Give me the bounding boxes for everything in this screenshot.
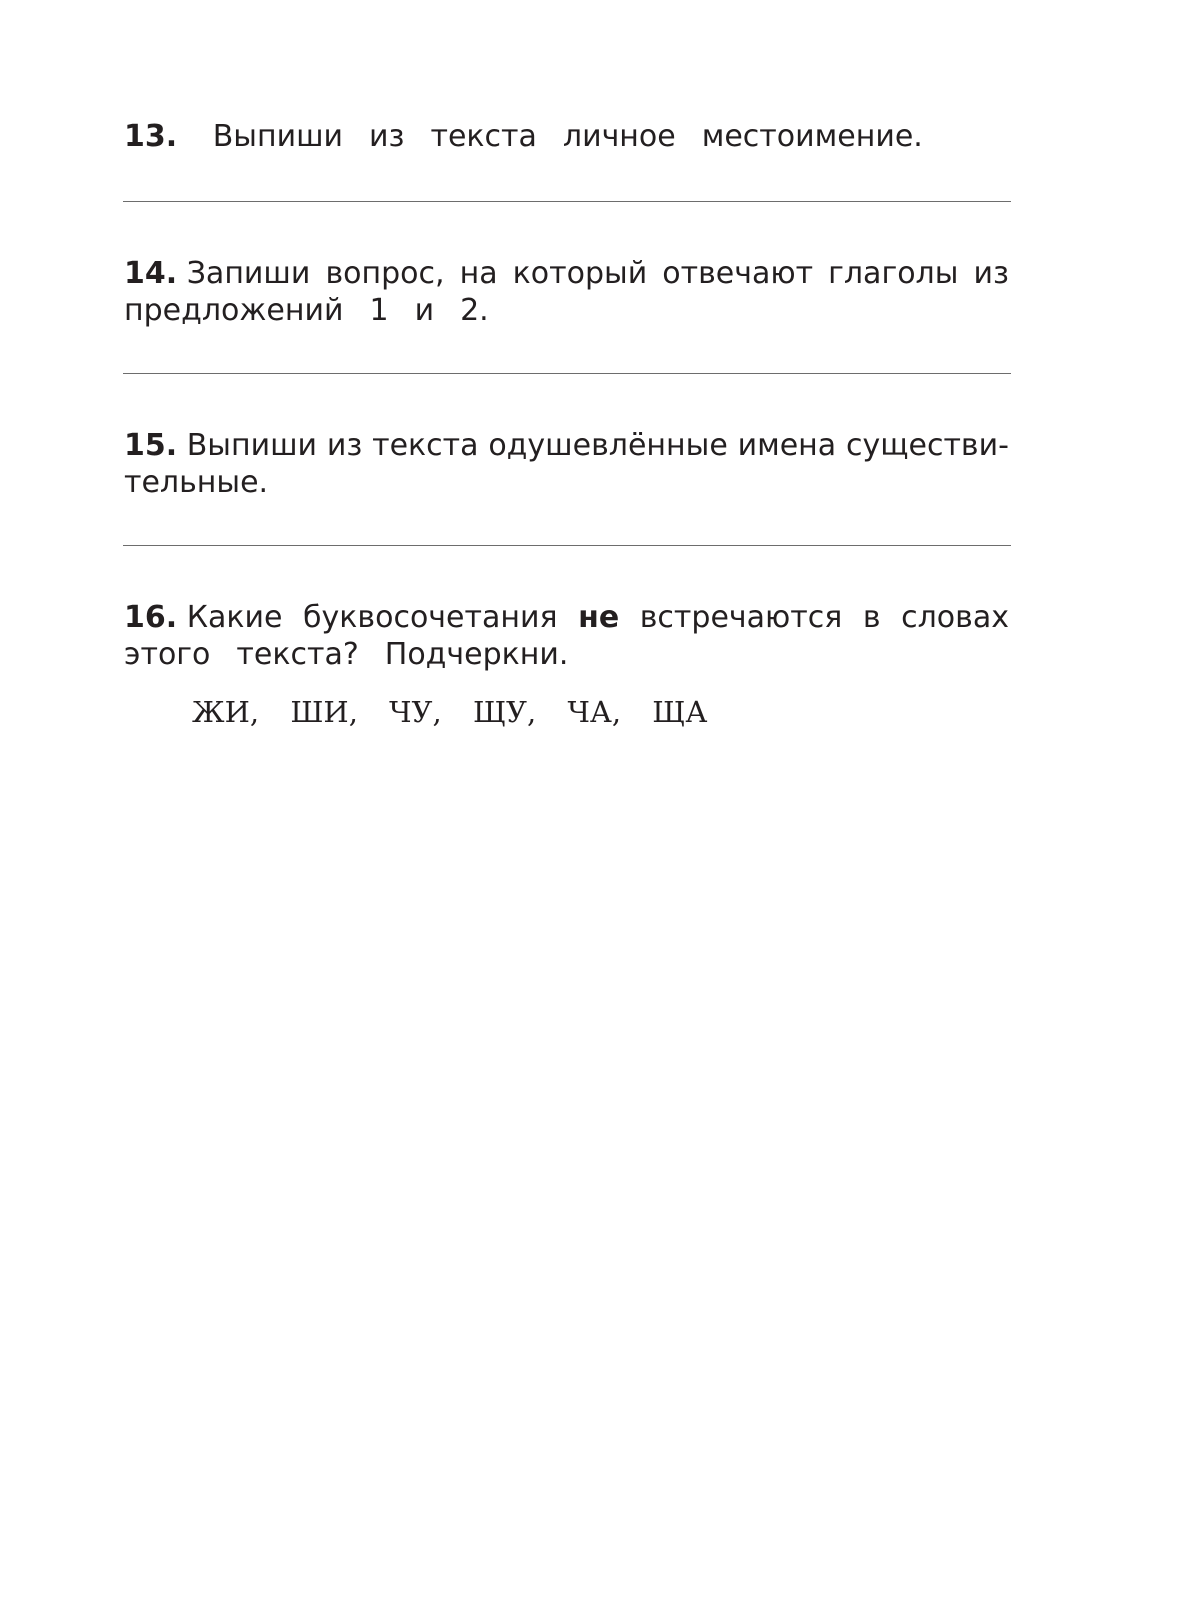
syllable-option[interactable]: ШИ,: [290, 695, 358, 729]
task-number: 14.: [124, 256, 178, 291]
task-15-line-1: [124, 427, 1009, 464]
emphasized-word: не: [578, 600, 620, 635]
task-number: 13.: [124, 119, 178, 154]
task-16-line-2: [124, 636, 1009, 673]
task-14-line-2: [124, 292, 1009, 329]
word: имена: [737, 428, 837, 463]
word: отвечают: [662, 256, 814, 291]
word: из: [973, 256, 1009, 291]
word: словах: [901, 600, 1009, 635]
word: Запиши: [186, 256, 311, 291]
word: и: [414, 293, 435, 328]
word: встречаются: [639, 600, 843, 635]
task-14-line-1: [124, 255, 1009, 292]
word: этого: [124, 637, 211, 672]
task-13: [124, 118, 1009, 155]
word: Выпиши: [186, 428, 318, 463]
word: тельные.: [124, 465, 269, 500]
word: одушевлённые: [488, 428, 728, 463]
word: 2.: [460, 293, 489, 328]
word: существи-: [846, 428, 1009, 463]
word: личное: [562, 119, 676, 154]
word: 1: [369, 293, 389, 328]
syllable-option[interactable]: ЩА: [652, 695, 708, 729]
task-number: 15.: [124, 428, 178, 463]
word: местоимение.: [701, 119, 923, 154]
word: текста?: [236, 637, 359, 672]
syllable-option[interactable]: ЧА,: [567, 695, 622, 729]
task-16-line-1: [124, 599, 1009, 636]
task-13-line-1: [124, 118, 1009, 155]
word: который: [512, 256, 648, 291]
word: глаголы: [828, 256, 959, 291]
word: Какие: [186, 600, 283, 635]
syllable-option[interactable]: ЩУ,: [472, 695, 537, 729]
task-15-line-2: [124, 464, 1009, 501]
word: текста: [430, 119, 537, 154]
answer-line-15[interactable]: [123, 545, 1011, 546]
word: вопрос,: [325, 256, 445, 291]
syllable-option[interactable]: ЧУ,: [389, 695, 442, 729]
answer-line-14[interactable]: [123, 373, 1011, 374]
word: из: [326, 428, 363, 463]
word: буквосочетания: [303, 600, 558, 635]
word: из: [369, 119, 405, 154]
task-16: [124, 599, 1009, 673]
word: текста: [372, 428, 479, 463]
task-14: [124, 255, 1009, 329]
answer-line-13[interactable]: [123, 201, 1011, 202]
task-15: [124, 427, 1009, 501]
syllable-options: [192, 694, 707, 731]
word: на: [459, 256, 498, 291]
word: в: [862, 600, 881, 635]
task-number: 16.: [124, 600, 178, 635]
syllable-option[interactable]: ЖИ,: [192, 695, 260, 729]
word: Выпиши: [212, 119, 344, 154]
word: предложений: [124, 293, 344, 328]
word: Подчеркни.: [384, 637, 569, 672]
